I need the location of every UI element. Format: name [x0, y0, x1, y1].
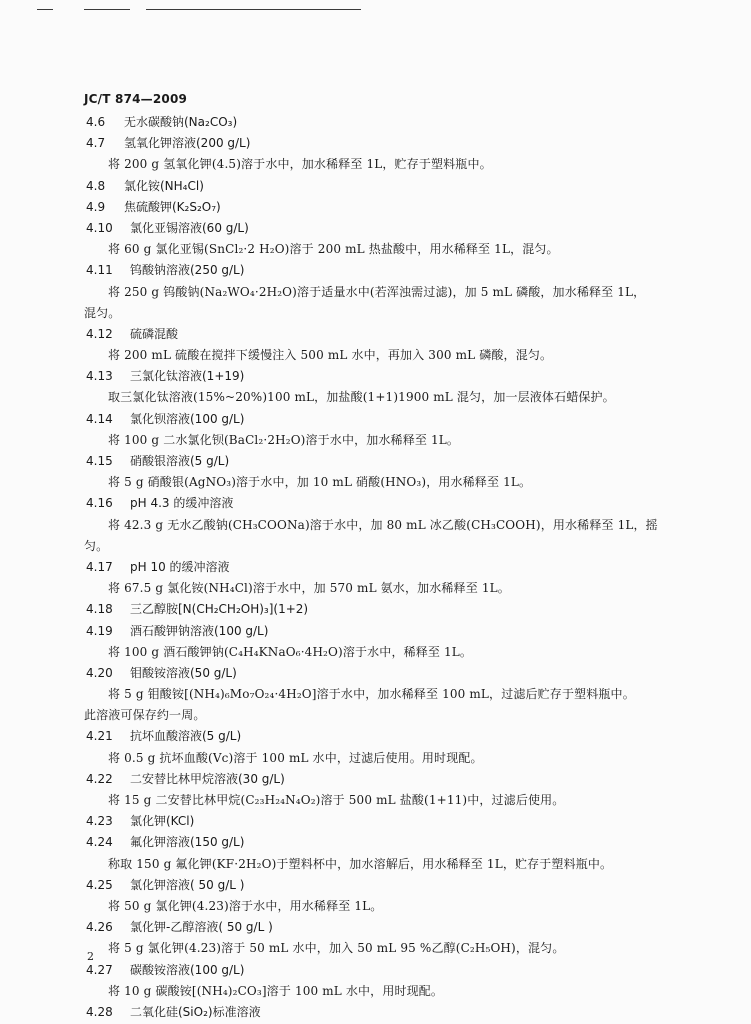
body-paragraph: 将 5 g 钼酸铵[(NH₄)₆Mo₇O₂₄·4H₂O]溶于水中，加水稀释至 100 mL，过滤后贮存于塑料瓶中。 [108, 687, 635, 702]
section-title: 焦硫酸钾(K₂S₂O₇) [124, 199, 221, 214]
paragraph-continuation: 混匀。 [84, 305, 121, 320]
section-heading [0, 451, 751, 472]
section-heading [0, 1002, 751, 1023]
section-title: 氯化钾(KCl) [130, 814, 195, 829]
body-paragraph: 将 60 g 氯化亚锡(SnCl₂·2 H₂O)溶于 200 mL 热盐酸中，用水稀释至 1L，混匀。 [108, 242, 559, 257]
body-paragraph: 将 50 g 氯化钾(4.23)溶于水中，用水稀释至 1L。 [108, 898, 383, 913]
section-heading [0, 599, 751, 620]
section-title: 抗坏血酸溶液(5 g/L) [130, 729, 242, 744]
body-paragraph: 将 15 g 二安替比林甲烷(C₂₃H₂₄N₄O₂)溶于 500 mL 盐酸(1+11)中，过滤后使用。 [108, 793, 565, 807]
paragraph-continuation: 此溶液可保存约一周。 [84, 708, 206, 723]
section-number: 4.24 [86, 835, 113, 850]
section-title: 二安替比林甲烷溶液(30 g/L) [130, 771, 285, 786]
section-number: 4.21 [86, 729, 113, 744]
section-title: 酒石酸钾钠溶液(100 g/L) [130, 623, 269, 638]
section-title: 硫磷混酸 [130, 326, 179, 341]
body-paragraph: 将 100 g 二水氯化钡(BaCl₂·2H₂O)溶于水中，加水稀释至 1L。 [108, 432, 460, 447]
section-title: 氯化钾溶液( 50 g/L ) [130, 877, 245, 892]
body-paragraph: 将 200 mL 硫酸在搅拌下缓慢注入 500 mL 水中，再加入 300 mL 磷酸，混匀。 [108, 348, 553, 363]
section-number: 4.11 [86, 263, 113, 278]
header-rule [37, 9, 53, 10]
section-title: pH 4.3 的缓冲溶液 [130, 496, 234, 511]
body-paragraph: 取三氯化钛溶液(15%~20%)100 mL，加盐酸(1+1)1900 mL 混匀，加一层液体石蜡保护。 [108, 390, 615, 405]
section-heading [0, 409, 751, 430]
section-number: 4.17 [86, 559, 113, 574]
section-number: 4.26 [86, 920, 113, 935]
section-number: 4.22 [86, 771, 113, 786]
section-heading [0, 260, 751, 281]
body-paragraph: 将 42.3 g 无水乙酸钠(CH₃COONa)溶于水中，加 80 mL 冰乙酸(CH₃COOH)，用水稀释至 1L，摇 [108, 517, 658, 532]
section-heading [0, 960, 751, 981]
section-heading [0, 493, 751, 514]
header-rule [146, 9, 361, 10]
section-title: 氯化铵(NH₄Cl) [124, 178, 204, 193]
body-paragraph: 将 0.5 g 抗坏血酸(Vc)溶于 100 mL 水中，过滤后使用。用时现配。 [108, 750, 483, 765]
section-title: 氯化钾-乙醇溶液( 50 g/L ) [130, 920, 273, 935]
section-heading [0, 557, 751, 578]
document-body [0, 112, 751, 1023]
body-paragraph: 将 5 g 硝酸银(AgNO₃)溶于水中，加 10 mL 硝酸(HNO₃)，用水稀释至 1L。 [108, 475, 532, 490]
section-number: 4.10 [86, 220, 113, 235]
section-number: 4.25 [86, 877, 113, 892]
section-number: 4.13 [86, 369, 113, 384]
section-number: 4.23 [86, 814, 113, 829]
section-heading [0, 621, 751, 642]
section-heading [0, 875, 751, 896]
section-title: 氟化钾溶液(150 g/L) [130, 835, 245, 850]
section-title: 三氯化钛溶液(1+19) [130, 369, 245, 384]
body-paragraph: 将 10 g 碳酸铵[(NH₄)₂CO₃]溶于 100 mL 水中，用时现配。 [108, 983, 444, 998]
section-title: pH 10 的缓冲溶液 [130, 559, 230, 574]
section-number: 4.9 [86, 199, 106, 214]
body-paragraph: 将 67.5 g 氯化铵(NH₄Cl)溶于水中，加 570 mL 氨水，加水稀释至 1L。 [108, 581, 510, 596]
body-paragraph: 将 5 g 氯化钾(4.23)溶于 50 mL 水中，加入 50 mL 95 %乙醇(C₂H₅OH)，混匀。 [108, 941, 565, 956]
section-title: 氯化亚锡溶液(60 g/L) [130, 220, 249, 235]
section-number: 4.14 [86, 411, 113, 426]
page-number: 2 [87, 950, 94, 963]
document-code: JC/T 874—2009 [84, 92, 188, 106]
section-heading [0, 133, 751, 154]
section-title: 无水碳酸钠(Na₂CO₃) [124, 115, 238, 129]
section-number: 4.20 [86, 665, 113, 680]
body-paragraph: 将 250 g 钨酸钠(Na₂WO₄·2H₂O)溶于适量水中(若浑浊需过滤)，加 5 mL 磷酸，加水稀释至 1L， [108, 284, 646, 299]
section-number: 4.19 [86, 623, 113, 638]
section-title: 氢氧化钾溶液(200 g/L) [124, 136, 251, 151]
paragraph-continuation: 匀。 [84, 538, 109, 553]
section-title: 钼酸铵溶液(50 g/L) [130, 665, 237, 680]
section-title: 钨酸钠溶液(250 g/L) [130, 263, 245, 278]
section-heading [0, 324, 751, 345]
section-number: 4.8 [86, 178, 106, 193]
section-number: 4.28 [86, 1004, 113, 1019]
body-paragraph: 将 200 g 氢氧化钾(4.5)溶于水中，加水稀释至 1L，贮存于塑料瓶中。 [108, 157, 492, 172]
section-number: 4.27 [86, 962, 113, 977]
body-paragraph: 将 100 g 酒石酸钾钠(C₄H₄KNaO₆·4H₂O)溶于水中，稀释至 1L。 [108, 644, 473, 659]
section-title: 氯化钡溶液(100 g/L) [130, 411, 245, 426]
section-title: 硝酸银溶液(5 g/L) [130, 454, 230, 468]
header-rule [84, 9, 130, 10]
section-heading [0, 917, 751, 938]
section-title: 三乙醇胺[N(CH₂CH₂OH)₃](1+2) [130, 602, 309, 617]
section-number: 4.15 [86, 454, 113, 468]
body-paragraph: 称取 150 g 氟化钾(KF·2H₂O)于塑料杯中，加水溶解后，用水稀释至 1L，贮存于塑料瓶中。 [108, 856, 613, 871]
section-number: 4.6 [86, 115, 106, 129]
section-title: 碳酸铵溶液(100 g/L) [130, 962, 245, 977]
section-heading [0, 811, 751, 832]
section-heading [0, 197, 751, 218]
section-number: 4.18 [86, 602, 113, 617]
section-heading [0, 832, 751, 853]
section-heading [0, 663, 751, 684]
section-number: 4.12 [86, 326, 113, 341]
section-heading [0, 366, 751, 387]
section-heading [0, 218, 751, 239]
section-number: 4.7 [86, 136, 106, 151]
section-title: 二氧化硅(SiO₂)标准溶液 [130, 1004, 261, 1019]
section-heading [0, 769, 751, 790]
section-heading [0, 726, 751, 747]
section-number: 4.16 [86, 496, 113, 511]
section-heading [0, 176, 751, 197]
section-heading [0, 112, 751, 133]
